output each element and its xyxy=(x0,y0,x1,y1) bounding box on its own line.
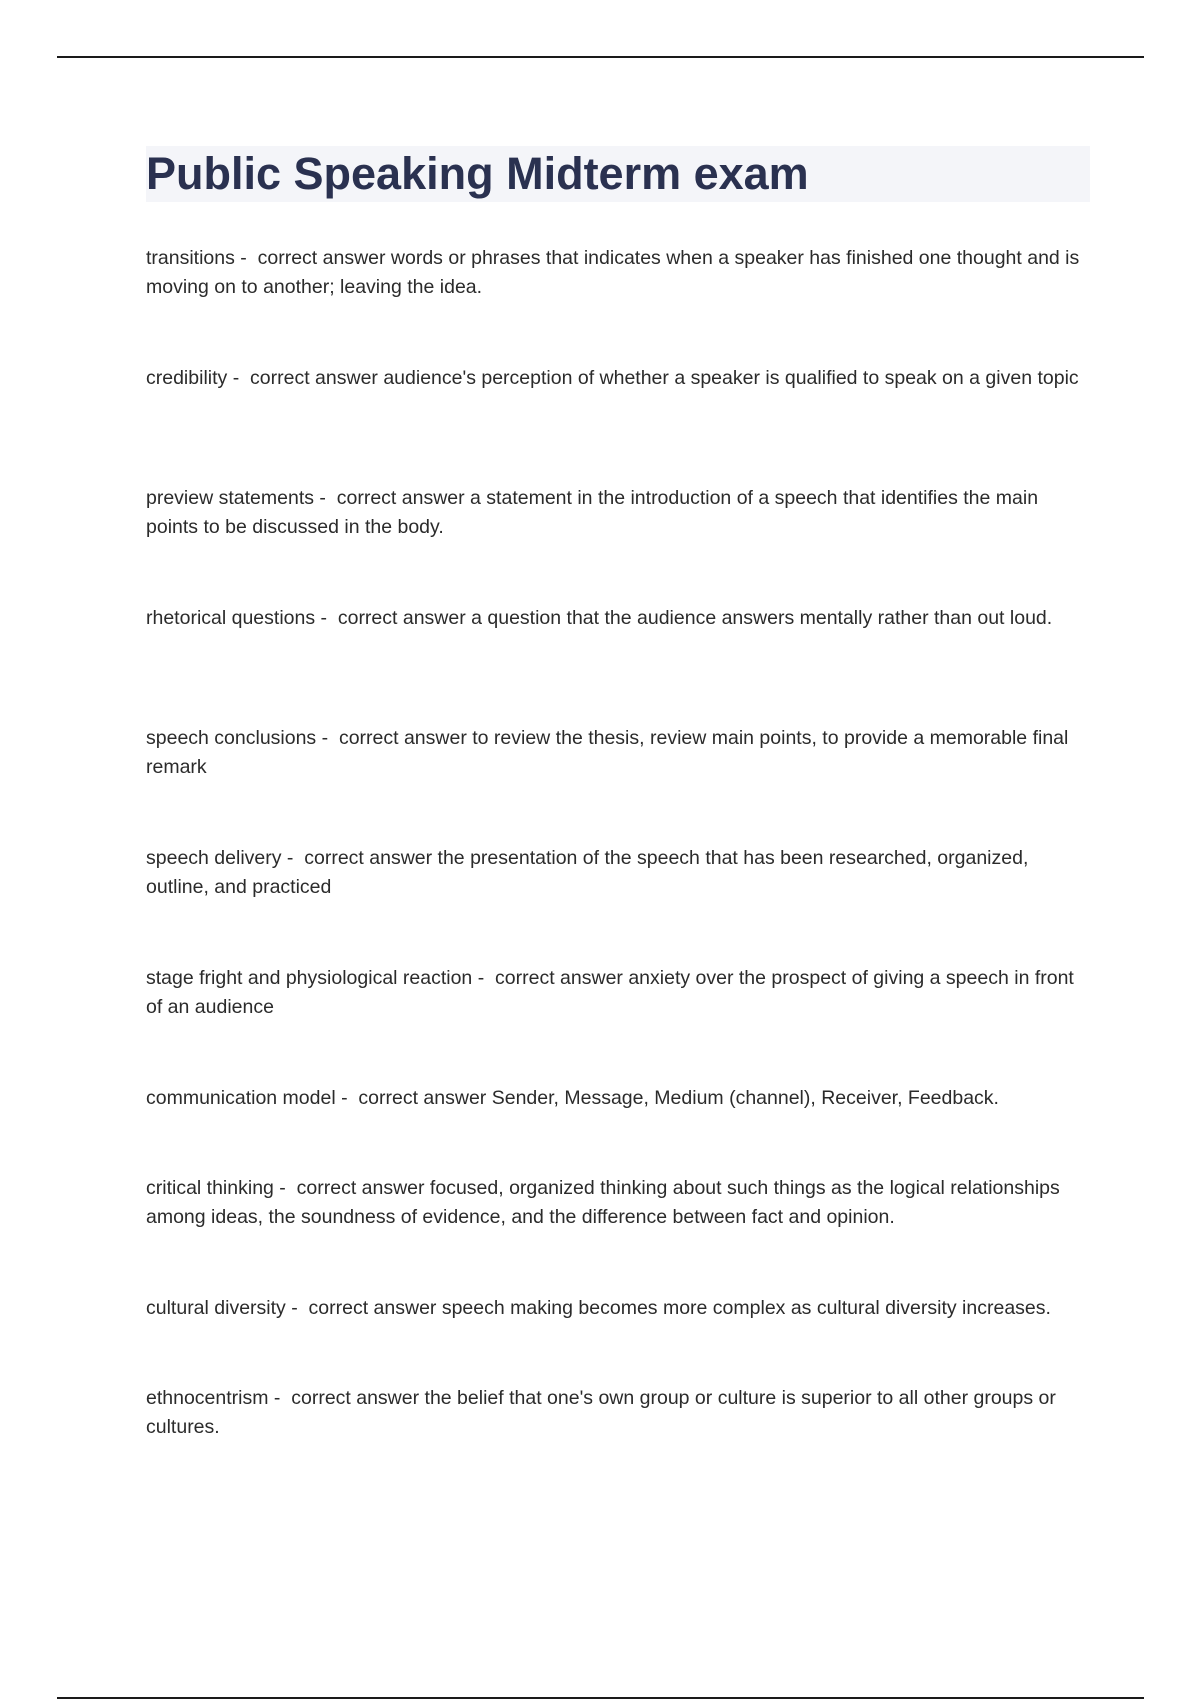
qa-entry xyxy=(146,1084,1090,1113)
entry-term: critical thinking xyxy=(146,1177,274,1199)
entry-answer: correct answer to review the thesis, review main points, to provide a memorable final remark xyxy=(146,727,1069,778)
entry-answer: correct answer speech making becomes more complex as cultural diversity increases. xyxy=(308,1297,1051,1319)
entry-separator: - xyxy=(335,1087,359,1109)
qa-entry xyxy=(146,1174,1090,1232)
entry-answer: correct answer anxiety over the prospect of giving a speech in front of an audience xyxy=(146,967,1074,1018)
entry-term: stage fright and physiological reaction xyxy=(146,967,473,989)
entry-separator: - xyxy=(285,1297,309,1319)
qa-entry xyxy=(146,1294,1090,1323)
entry-answer: correct answer a statement in the introduction of a speech that identifies the main points to be discussed in the body. xyxy=(146,487,1039,538)
entry-answer: correct answer words or phrases that indicates when a speaker has finished one thought and is moving on to another; leaving the idea. xyxy=(146,247,1080,298)
entry-separator: - xyxy=(227,367,251,389)
qa-entry xyxy=(146,244,1090,302)
entry-separator: - xyxy=(234,247,258,269)
entry-separator: - xyxy=(314,487,337,509)
entry-term: speech conclusions xyxy=(146,727,317,749)
page-title: Public Speaking Midterm exam xyxy=(146,148,809,199)
entry-answer: correct answer Sender, Message, Medium (channel), Receiver, Feedback. xyxy=(358,1087,999,1109)
top-rule xyxy=(57,56,1144,58)
entry-term: communication model xyxy=(146,1087,336,1109)
qa-entry xyxy=(146,484,1090,542)
entry-separator: - xyxy=(281,847,305,869)
entry-term: credibility xyxy=(146,367,228,389)
entry-answer: correct answer focused, organized thinking about such things as the logical relationships among ideas, the soundness of evidence, and the difference between fact and opinion. xyxy=(146,1177,1060,1228)
entry-answer: correct answer audience's perception of whether a speaker is qualified to speak on a given topic xyxy=(250,367,1079,389)
qa-entry xyxy=(146,364,1090,393)
entry-term: speech delivery xyxy=(146,847,282,869)
qa-entry xyxy=(146,724,1090,782)
qa-entry xyxy=(146,604,1090,633)
entry-separator: - xyxy=(273,1177,297,1199)
qa-entry xyxy=(146,844,1090,902)
entry-separator: - xyxy=(315,607,338,629)
entry-term: rhetorical questions xyxy=(146,607,316,629)
entry-separator: - xyxy=(472,967,496,989)
entry-term: cultural diversity xyxy=(146,1297,286,1319)
entry-answer: correct answer the belief that one's own group or culture is superior to all other groups or cultures. xyxy=(146,1387,1056,1438)
entry-answer: correct answer a question that the audience answers mentally rather than out loud. xyxy=(337,607,1053,629)
entry-term: transitions xyxy=(146,247,235,269)
entry-answer: correct answer the presentation of the speech that has been researched, organized, outline, and practiced xyxy=(146,847,1029,898)
entry-term: preview statements xyxy=(146,487,314,509)
entry-separator: - xyxy=(316,727,339,749)
qa-entry xyxy=(146,1384,1090,1442)
entry-separator: - xyxy=(268,1387,292,1409)
entry-term: ethnocentrism xyxy=(146,1387,269,1409)
qa-entry xyxy=(146,964,1090,1022)
bottom-rule xyxy=(57,1697,1144,1699)
